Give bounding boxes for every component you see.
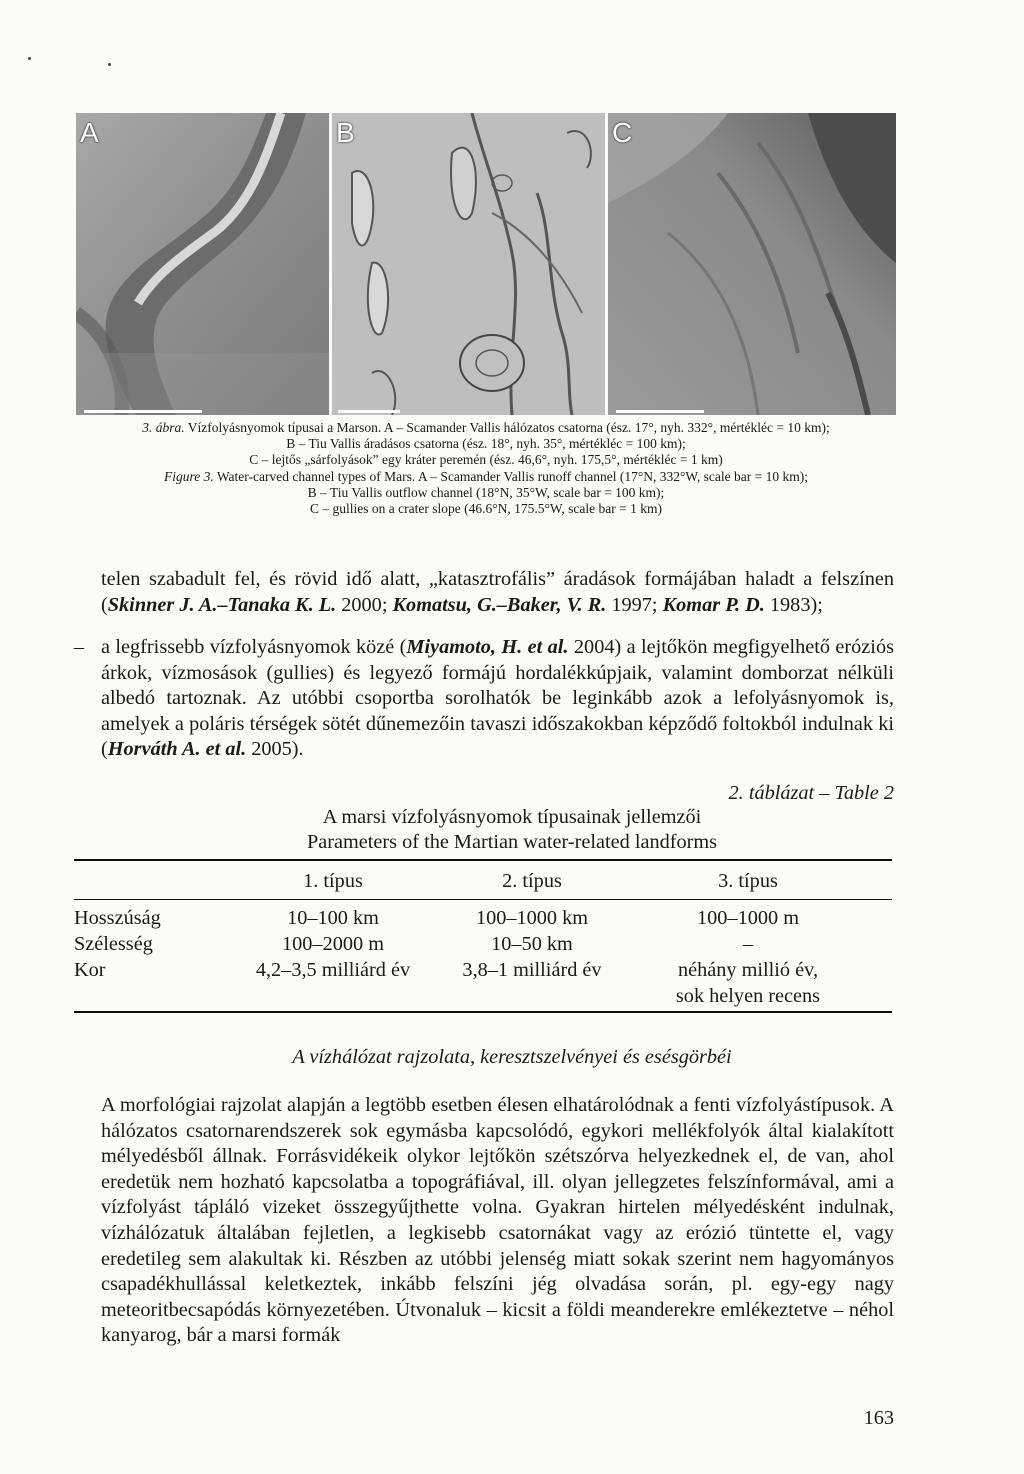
- author-citation: Komatsu, G.–Baker, V. R.: [392, 593, 607, 616]
- mars-terrain-image-c: [608, 113, 896, 415]
- table-top-rule: [74, 859, 892, 861]
- mars-terrain-image-b: [332, 113, 605, 415]
- table-cell: 10–100 km: [287, 907, 379, 929]
- caption-en-line-3: C – gullies on a crater slope (46.6°N, 175.5°W, scale bar = 1 km): [310, 501, 662, 517]
- table-row-label: Hosszúság: [74, 907, 161, 929]
- caption-hu-line-3: C – lejtős „sárfolyások” egy kráter peremén (ész. 46,6°, nyh. 175,5°, mértékléc = 1 km): [249, 452, 723, 468]
- scale-bar-c: [616, 410, 704, 413]
- author-citation: Horváth A. et al.: [107, 738, 247, 761]
- body-paragraph-1: telen szabadult fel, és rövid idő alatt, „katasztrofális” áradások formájában haladt a felszínen (Skinner J. A.–Tanaka K. L. 2000; Komatsu, G.–Baker, V. R. 1997; Komar P. D. 1983);: [101, 568, 894, 616]
- caption-hu-line-1: 3. ábra. Vízfolyásnyomok típusai a Marson. A – Scamander Vallis hálózatos csatorna (ész. 17°, nyh. 332°, mértékléc = 10 km);: [142, 420, 830, 435]
- table-cell: –: [742, 933, 754, 955]
- table-cell: néhány millió év,: [677, 959, 819, 981]
- bullet-text: a legfrissebb vízfolyásnyomok közé (Miyamoto, H. et al. 2004) a lejtőkön megfigyelhető eróziós árkok, vízmosások (gullies) és legyező formájú hordalékkúpjaik, valamint domborzat nélküli albedó tartoznak. Az utóbbi csoportba sorolhatók be leginkább azok a lefolyásnyomok is, amelyek a poláris térségek sötét dűnemezőin tavaszi időszakokban képződő foltokból indulnak ki (Horváth A. et al. 2005).: [101, 636, 894, 761]
- table-cell: 10–50 km: [491, 933, 573, 955]
- panel-letter-a: A: [80, 117, 99, 148]
- table-cell: 4,2–3,5 milliárd év: [255, 959, 411, 981]
- panel-a-scamander-vallis: [76, 113, 329, 415]
- section-title: A vízhálózat rajzolata, keresztszelvényei és esésgörbéi: [292, 1046, 732, 1068]
- table-cell-continuation: sok helyen recens: [675, 985, 821, 1007]
- table-cell: 100–2000 m: [282, 933, 384, 955]
- bullet-item: [74, 635, 894, 763]
- caption-en-line-2: B – Tiu Vallis outflow channel (18°N, 35°W, scale bar = 100 km);: [307, 484, 665, 500]
- panel-b-tiu-vallis: [332, 113, 605, 415]
- panel-letter-c: C: [612, 117, 633, 148]
- table-header-2: 2. típus: [502, 870, 562, 892]
- author-citation: Skinner J. A.–Tanaka K. L.: [107, 593, 337, 616]
- panel-c-crater-gullies: [608, 113, 896, 415]
- author-citation: Komar P. D.: [662, 593, 765, 616]
- table-title-en: Parameters of the Martian water-related landforms: [306, 831, 718, 853]
- table-header-3: 3. típus: [718, 870, 778, 892]
- figure-caption: [60, 420, 912, 517]
- table-cell: 3,8–1 milliárd év: [462, 959, 602, 981]
- scale-bar-b: [338, 410, 400, 413]
- table-label: 2. táblázat – Table 2: [728, 782, 894, 804]
- page-number: 163: [863, 1407, 894, 1429]
- table-title-hu: A marsi vízfolyásnyomok típusainak jellemzői: [322, 806, 702, 828]
- panel-letter-b: B: [336, 117, 355, 148]
- table-header-1: 1. típus: [303, 870, 363, 892]
- table-header-rule: [74, 899, 892, 900]
- author-citation: Miyamoto, H. et al.: [406, 636, 569, 658]
- bullet-dash: –: [74, 636, 85, 658]
- caption-hu-line-2: B – Tiu Vallis áradásos csatorna (ész. 18°, nyh. 35°, mértékléc = 100 km);: [286, 436, 686, 452]
- scan-specks: [0, 55, 200, 75]
- figure-3: [76, 113, 896, 415]
- table-bottom-rule: [74, 1011, 892, 1013]
- body-paragraph-2: A morfológiai rajzolat alapján a legtöbb esetben élesen elhatárolódnak a fenti vízfolyástípusok. A hálózatos csatornarendszerek sok egymásba kapcsolódó, egykori mellékfolyók által kialakított mélyedésből állnak. Forrásvidékeik olykor lejtőkön szétszórva helyezkednek el, de van, ahol eredetük nem hozható kapcsolatba a topográfiával, ill. olyan jellegzetes felszínformával, ami a vízfolyást tápláló vizeket összegyűjthette volna. Gyakran hirtelen mélyedésként indulnak, vízhálózatuk általában fejletlen, a legkisebb csatornákat vagy az erózió tüntette el, vagy eredetileg sem alakultak ki. Részben az utóbbi jelenség miatt sokak szerint nem hagyományos csapadékhullással keletkeztek, inkább felszíni jég olvadása során, pl. egy-egy nagy meteoritbecsapódás környezetében. Útvonaluk – kicsit a földi meanderekre emlékeztetve – néhol kanyarog, bár a marsi formák: [101, 1094, 894, 1347]
- scale-bar-a: [84, 410, 202, 413]
- table-cell: 100–1000 m: [697, 907, 799, 929]
- table-row-label: Szélesség: [74, 933, 153, 955]
- table-cell: 100–1000 km: [475, 907, 589, 929]
- mars-terrain-image-a: [76, 113, 329, 415]
- caption-en-line-1: Figure 3. Water-carved channel types of Mars. A – Scamander Vallis runoff channel (17°N, 332°W, scale bar = 10 km);: [163, 468, 809, 484]
- table-row-label: Kor: [74, 959, 106, 981]
